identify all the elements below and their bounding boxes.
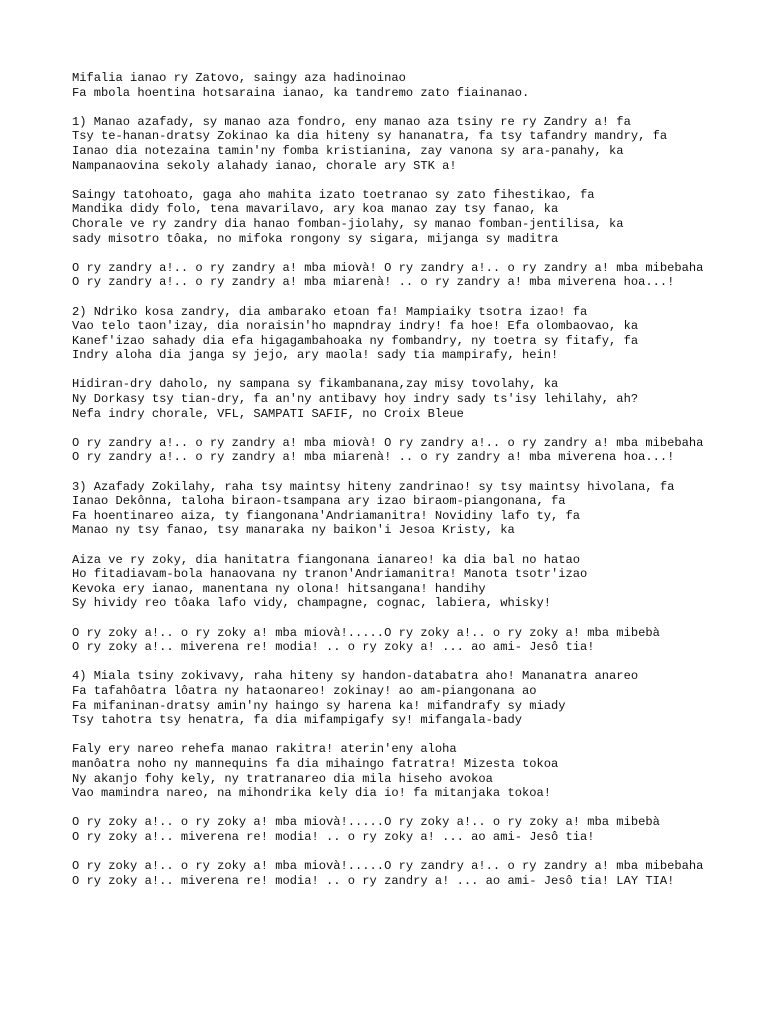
text-line: 3) Azafady Zokilahy, raha tsy maintsy hiteny zandrinao! sy tsy maintsy hivolana, fa [72,479,675,494]
text-line: O ry zoky a!.. o ry zoky a! mba miovà!.....O ry zandry a!.. o ry zandry a! mba mibebaha [72,859,704,874]
paragraph [72,436,712,465]
text-line: sady misotro tôaka, no mifoka rongony sy sigara, mijanga sy maditra [72,231,559,246]
text-line: Ny akanjo fohy kely, ny tratranareo dia mila hiseho avokoa [72,771,493,786]
text-line: Fa tafahôatra lôatra ny hataonareo! zokinay! ao am-piangonana ao [72,683,537,698]
text-line: Ny Dorkasy tsy tian-dry, fa an'ny antibavy hoy indry sady ts'isy lehilahy, ah? [72,392,639,407]
text-line: O ry zandry a!.. o ry zandry a! mba miarenà! .. o ry zandry a! mba miverena hoa...! [72,450,675,465]
text-line: Aiza ve ry zoky, dia hanitatra fiangonana ianareo! ka dia bal no hatao [72,552,581,567]
paragraph [72,626,712,655]
paragraph [72,305,712,363]
text-line: 2) Ndriko kosa zandry, dia ambarako etoan fa! Mampiaiky tsotra izao! fa [72,304,588,319]
paragraph [72,188,712,246]
text-line: O ry zoky a!.. miverena re! modia! .. o ry zoky a! ... ao ami- Jesô tia! [72,829,595,844]
text-line: 4) Miala tsiny zokivavy, raha hiteny sy handon-databatra aho! Mananatra anareo [72,669,639,684]
document-body [72,71,712,903]
text-line: Ho fitadiavam-bola hanaovana ny tranon'Andriamanitra! Manota tsotr'izao [72,567,588,582]
text-line: Kanef'izao sahady dia efa higagambahoaka ny fombandry, ny toetra sy fitafy, fa [72,333,639,348]
text-line: O ry zandry a!.. o ry zandry a! mba miovà! O ry zandry a!.. o ry zandry a! mba mibebaha [72,435,704,450]
paragraph [72,815,712,844]
text-line: Tsy te-hanan-dratsy Zokinao ka dia hiteny sy hananatra, fa tsy tafandry mandry, fa [72,129,668,144]
text-line: Nampanaovina sekoly alahady ianao, chorale ary STK a! [72,158,457,173]
text-line: Nefa indry chorale, VFL, SAMPATI SAFIF, no Croix Bleue [72,406,464,421]
text-line: O ry zoky a!.. miverena re! modia! .. o ry zandry a! ... ao ami- Jesô tia! LAY TIA! [72,873,675,888]
text-line: Tsy tahotra tsy henatra, fa dia mifampigafy sy! mifangala-bady [72,713,522,728]
paragraph [72,553,712,611]
text-line: Fa hoentinareo aiza, ty fiangonana'Andriamanitra! Novidiny lafo ty, fa [72,508,581,523]
text-line: O ry zandry a!.. o ry zandry a! mba miarenà! .. o ry zandry a! mba miverena hoa...! [72,275,675,290]
text-line: Manao ny tsy fanao, tsy manaraka ny baikon'i Jesoa Kristy, ka [72,523,515,538]
paragraph [72,377,712,421]
text-line: O ry zoky a!.. o ry zoky a! mba miovà!.....O ry zoky a!.. o ry zoky a! mba mibebà [72,625,660,640]
text-line: Indry aloha dia janga sy jejo, ary maola! sady tia mampirafy, hein! [72,348,559,363]
text-line: Kevoka ery ianao, manentana ny olona! hitsangana! handihy [72,581,486,596]
text-line: Faly ery nareo rehefa manao rakitra! aterin'eny aloha [72,742,457,757]
text-line: O ry zandry a!.. o ry zandry a! mba miovà! O ry zandry a!.. o ry zandry a! mba mibebaha [72,260,704,275]
text-line: Mandika didy folo, tena mavarilavo, ary koa manao zay tsy fanao, ka [72,202,559,217]
text-line: Sy hividy reo tôaka lafo vidy, champagne, cognac, labiera, whisky! [72,596,551,611]
text-line: Mifalia ianao ry Zatovo, saingy aza hadinoinao [72,71,406,85]
text-line: Ianao Dekônna, taloha biraon-tsampana ary izao biraom-piangonana, fa [72,494,566,509]
text-line: Fa mbola hoentina hotsaraina ianao, ka tandremo zato fiainanao. [72,85,530,100]
text-line: O ry zoky a!.. miverena re! modia! .. o ry zoky a! ... ao ami- Jesô tia! [72,640,595,655]
paragraph [72,859,712,888]
text-line: Fa mifaninan-dratsy amin'ny haingo sy harena ka! mifandrafy sy miady [72,698,566,713]
paragraph [72,115,712,173]
text-line: Vao telo taon'izay, dia noraisin'ho mapndray indry! fa hoe! Efa olombaovao, ka [72,319,639,334]
text-line: Chorale ve ry zandry dia hanao fomban-jiolahy, sy manao fomban-jentilisa, ka [72,216,624,231]
paragraph [72,71,712,100]
paragraph [72,480,712,538]
paragraph [72,261,712,290]
text-line: manôatra noho ny mannequins fa dia mihaingo fatratra! Mizesta tokoa [72,756,559,771]
paragraph [72,742,712,800]
text-line: Ianao dia notezaina tamin'ny fomba kristianina, zay vanona sy ara-panahy, ka [72,143,624,158]
text-line: Vao mamindra nareo, na mihondrika kely dia io! fa mitanjaka tokoa! [72,786,551,801]
text-line: O ry zoky a!.. o ry zoky a! mba miovà!.....O ry zoky a!.. o ry zoky a! mba mibebà [72,815,660,830]
text-line: Hidiran-dry daholo, ny sampana sy fikambanana,zay misy tovolahy, ka [72,377,559,392]
paragraph [72,669,712,727]
text-line: 1) Manao azafady, sy manao aza fondro, eny manao aza tsiny re ry Zandry a! fa [72,114,631,129]
text-line: Saingy tatohoato, gaga aho mahita izato toetranao sy zato fihestikao, fa [72,187,595,202]
